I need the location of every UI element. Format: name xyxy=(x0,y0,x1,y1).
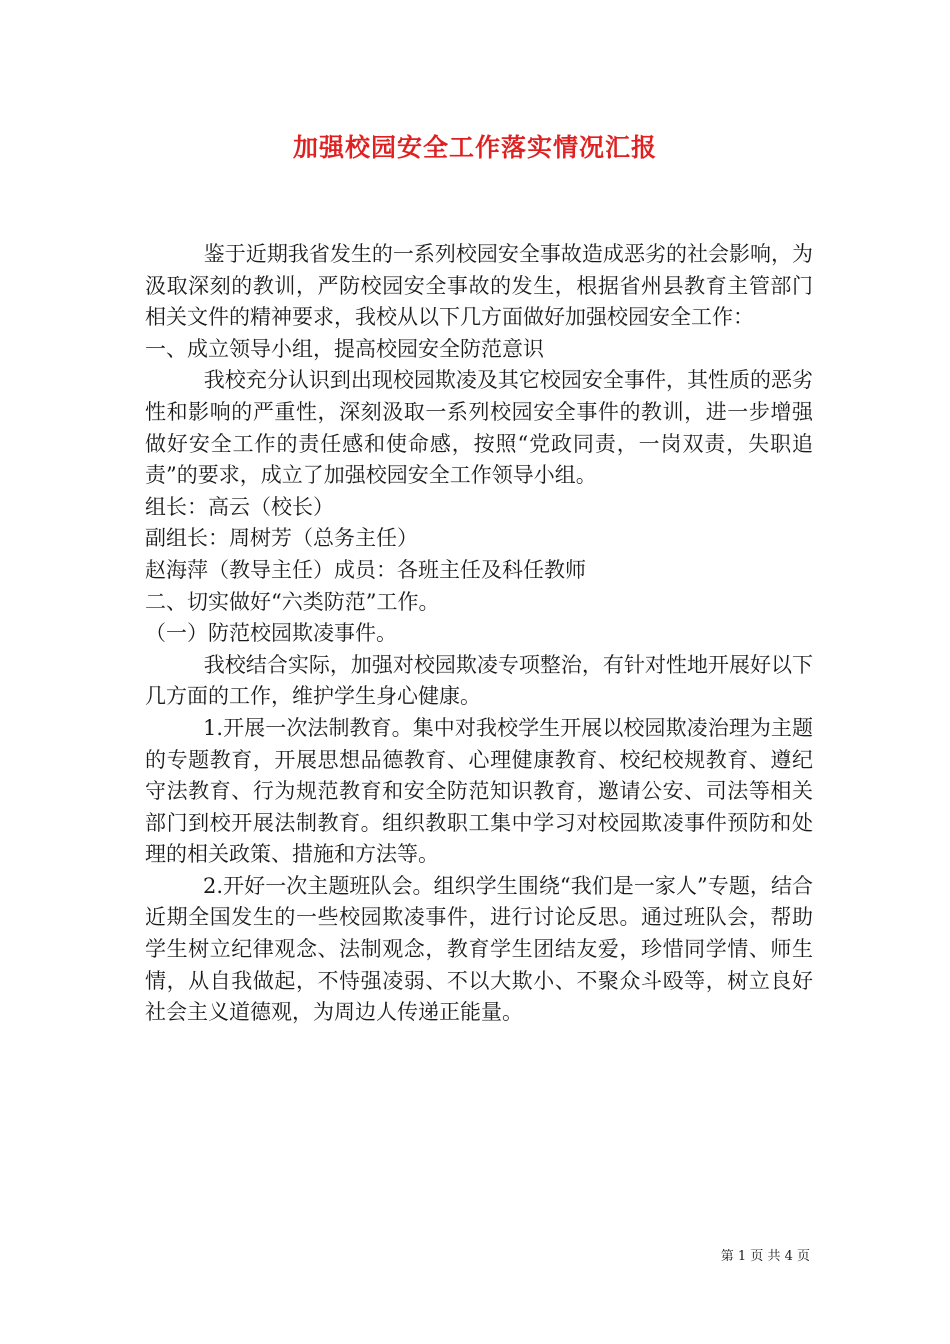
list-item-2: 2.开好一次主题班队会。组织学生围绕“我们是一家人”专题，结合近期全国发生的一些校园欺凌事件，进行讨论反思。通过班队会，帮助学生树立纪律观念、法制观念，教育学生团结友爱，珍惜同学情、师生情，从自我做起，不恃强凌弱、不以大欺小、不聚众斗殴等，树立良好社会主义道德观，为周边人传递正能量。 xyxy=(145,873,813,1025)
subsection-1-paragraph: 我校结合实际，加强对校园欺凌专项整治，有针对性地开展好以下几方面的工作，维护学生身心健康。 xyxy=(145,652,813,709)
leader-line: 组长：高云（校长） xyxy=(145,494,334,519)
intro-paragraph: 鉴于近期我省发生的一系列校园安全事故造成恶劣的社会影响，为汲取深刻的教训，严防校园安全事故的发生，根据省州县教育主管部门相关文件的精神要求，我校从以下几方面做好加强校园安全工作： xyxy=(145,242,813,330)
section-heading-2: 二、切实做好“六类防范”工作。 xyxy=(145,589,440,614)
deputy-leader-line: 副组长：周树芳（总务主任） xyxy=(145,526,418,551)
members-line: 赵海萍（教导主任）成员：各班主任及科任教师 xyxy=(145,557,586,582)
document-body xyxy=(145,239,813,1029)
list-item-1: 1.开展一次法制教育。集中对我校学生开展以校园欺凌治理为主题的专题教育，开展思想品德教育、心理健康教育、校纪校规教育、遵纪守法教育、行为规范教育和安全防范知识教育，邀请公安、司法等相关部门到校开展法制教育。组织教职工集中学习对校园欺凌事件预防和处理的相关政策、措施和方法等。 xyxy=(145,715,813,867)
subsection-heading-1: （一）防范校园欺凌事件。 xyxy=(145,621,397,646)
page-number-footer: 第 1 页 共 4 页 xyxy=(720,1249,810,1264)
section-1-paragraph: 我校充分认识到出现校园欺凌及其它校园安全事件，其性质的恶劣性和影响的严重性，深刻汲取一系列校园安全事件的教训，进一步增强做好安全工作的责任感和使命感，按照“党政同责，一岗双责，失职追责”的要求，成立了加强校园安全工作领导小组。 xyxy=(145,368,813,488)
section-heading-1: 一、成立领导小组，提高校园安全防范意识 xyxy=(145,336,544,361)
document-title: 加强校园安全工作落实情况汇报 xyxy=(292,133,657,162)
